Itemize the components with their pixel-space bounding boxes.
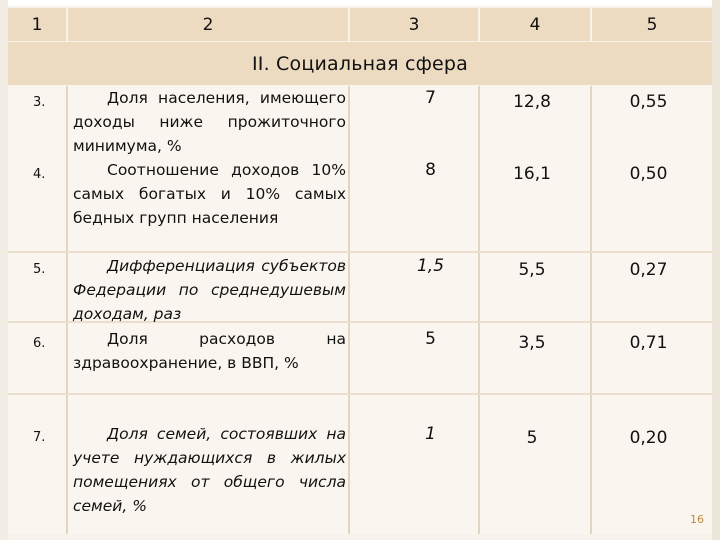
header-col-1: 1 — [8, 8, 66, 41]
grid-vline-4 — [590, 86, 592, 534]
row-description-text: Соотношение доходов 10% самых богатых и 10% самых бедных групп населения — [73, 161, 346, 227]
row-description-text: Дифференциация субъектов Федерации по среднедушевым доходам, раз — [73, 257, 346, 323]
row-value-col5: 0,55 — [629, 92, 668, 112]
row-value-col4: 5 — [526, 428, 538, 448]
row-description — [73, 158, 346, 230]
row-value-col5: 0,50 — [629, 164, 668, 184]
page-number: 16 — [690, 513, 704, 526]
slide-top-edge — [0, 0, 720, 6]
row-description-text: Доля населения, имеющего доходы ниже прожиточного минимума, % — [73, 89, 346, 155]
row-description-text: Доля семей, состоявших на учете нуждающихся в жилых помещениях от общего числа семей, % — [73, 425, 346, 515]
row-value-col4: 16,1 — [513, 164, 551, 184]
slide-left-edge — [0, 0, 8, 540]
row-description — [73, 327, 346, 375]
grid-vline-3 — [478, 86, 480, 534]
grid-hline-3 — [8, 393, 712, 395]
row-value-col3: 5 — [425, 329, 436, 349]
slide-right-edge — [712, 0, 720, 540]
row-number: 4. — [33, 166, 46, 182]
grid-hline-1 — [8, 251, 712, 253]
row-value-col3: 8 — [425, 160, 436, 180]
row-value-col5: 0,20 — [629, 428, 668, 448]
grid-vline-1 — [66, 86, 68, 534]
row-number: 6. — [33, 335, 46, 351]
row-value-col5: 0,27 — [629, 260, 668, 280]
header-col-3: 3 — [350, 8, 478, 41]
row-value-col4: 5,5 — [518, 260, 546, 280]
section-title: II. Социальная сфера — [8, 42, 712, 85]
header-col-4: 4 — [480, 8, 590, 41]
row-value-col3: 1 — [425, 424, 436, 444]
row-value-col4: 12,8 — [513, 92, 551, 112]
row-value-col4: 3,5 — [518, 333, 546, 353]
row-value-col3: 1,5 — [416, 256, 445, 276]
row-number: 5. — [33, 261, 46, 277]
row-number: 7. — [33, 429, 46, 445]
row-value-col3: 7 — [425, 88, 436, 108]
row-description — [73, 254, 346, 326]
row-description — [73, 422, 346, 518]
grid-vline-2 — [348, 86, 350, 534]
row-value-col5: 0,71 — [629, 333, 668, 353]
row-description — [73, 86, 346, 158]
header-col-5: 5 — [592, 8, 712, 41]
row-description-text: Доля расходов на здравоохранение, в ВВП, % — [73, 330, 346, 372]
row-number: 3. — [33, 94, 46, 110]
header-col-2: 2 — [68, 8, 348, 41]
